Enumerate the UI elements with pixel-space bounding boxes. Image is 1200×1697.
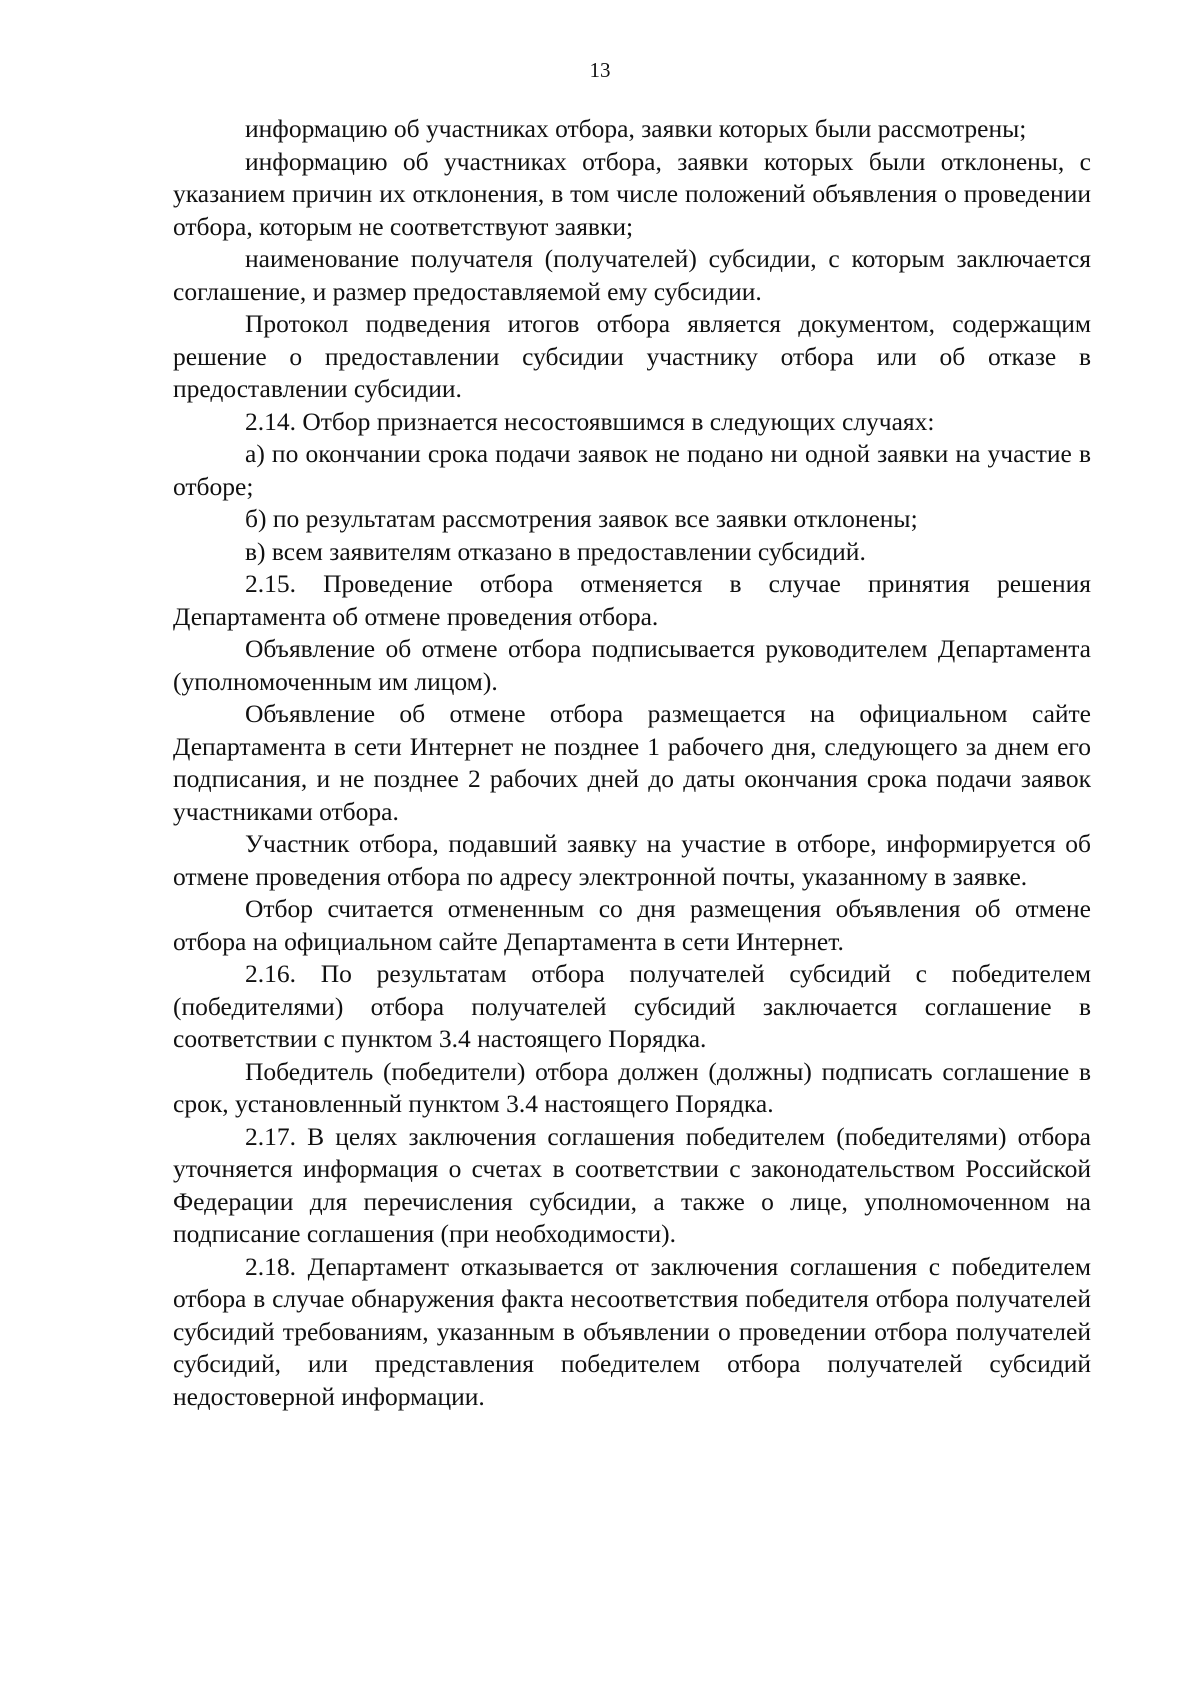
paragraph-participants-rejected: информацию об участниках отбора, заявки которых были отклонены, с указанием причин их отклонения, в том числе положений объявления о проведении отбора, которым не соответствуют заявки;	[173, 146, 1091, 241]
page-number: 13	[589, 58, 611, 82]
paragraph-cancel-published: Объявление об отмене отбора размещается на официальном сайте Департамента в сети Интернет не позднее 1 рабочего дня, следующего за днем его подписания, и не позднее 2 рабочих дней до даты окончания срока подачи заявок участниками отбора.	[173, 699, 1091, 826]
paragraph-2-14: 2.14. Отбор признается несостоявшимся в следующих случаях:	[245, 406, 935, 436]
document-body	[173, 113, 1091, 1413]
paragraph-winner-sign: Победитель (победители) отбора должен (должны) подписать соглашение в срок, установленный пунктом 3.4 настоящего Порядка.	[173, 1056, 1091, 1118]
paragraph-cancel-effective: Отбор считается отмененным со дня размещения объявления об отмене отбора на официальном сайте Департамента в сети Интернет.	[173, 894, 1091, 956]
paragraph-participant-informed: Участник отбора, подавший заявку на участие в отборе, информируется об отмене проведения отбора по адресу электронной почты, указанному в заявке.	[173, 829, 1091, 891]
paragraph-participants-reviewed: информацию об участниках отбора, заявки которых были рассмотрены;	[245, 114, 1027, 143]
paragraph-2-18: 2.18. Департамент отказывается от заключения соглашения с победителем отбора в случае обнаружения факта несоответствия победителя отбора получателей субсидий требованиям, указанным в объявлении о проведении отбора получателей субсидий, или представления победителем отбора получателей субсидий недостоверной информации.	[173, 1251, 1091, 1411]
paragraph-protocol: Протокол подведения итогов отбора является документом, содержащим решение о предоставлении субсидии участнику отбора или об отказе в предоставлении субсидии.	[173, 309, 1091, 403]
paragraph-2-14-b: б) по результатам рассмотрения заявок все заявки отклонены;	[245, 504, 918, 533]
paragraph-2-14-a: а) по окончании срока подачи заявок не подано ни одной заявки на участие в отборе;	[173, 439, 1091, 501]
paragraph-2-17: 2.17. В целях заключения соглашения победителем (победителями) отбора уточняется информация о счетах в соответствии с законодательством Российской Федерации для перечисления субсидии, а также о лице, уполномоченном на подписание соглашения (при необходимости).	[173, 1121, 1091, 1248]
paragraph-2-14-c: в) всем заявителям отказано в предоставлении субсидий.	[245, 536, 866, 566]
paragraph-cancel-signed: Объявление об отмене отбора подписывается руководителем Департамента (уполномоченным им лицом).	[173, 634, 1091, 696]
paragraph-2-15: 2.15. Проведение отбора отменяется в случае принятия решения Департамента об отмене проведения отбора.	[173, 569, 1091, 631]
paragraph-recipient-name: наименование получателя (получателей) субсидии, с которым заключается соглашение, и размер предоставляемой ему субсидии.	[173, 244, 1091, 306]
paragraph-2-16: 2.16. По результатам отбора получателей субсидий с победителем (победителями) отбора получателей субсидий заключается соглашение в соответствии с пунктом 3.4 настоящего Порядка.	[173, 959, 1091, 1053]
